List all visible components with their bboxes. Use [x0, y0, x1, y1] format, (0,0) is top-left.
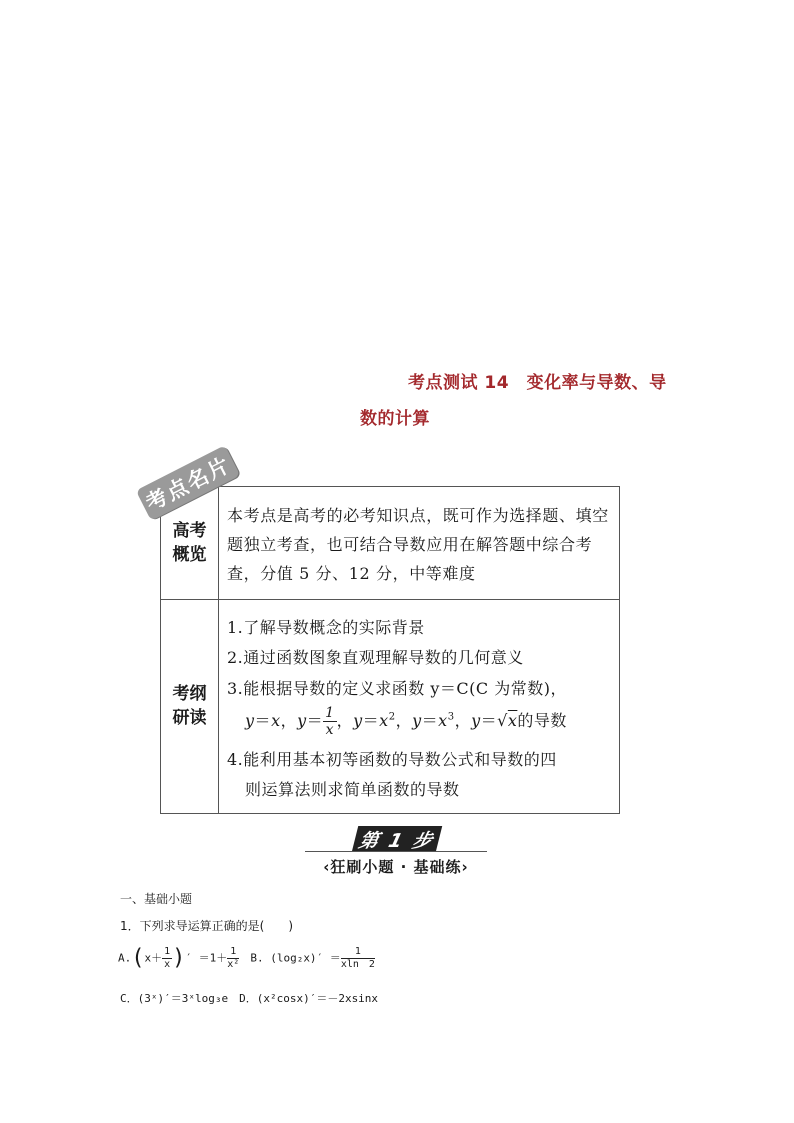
overview-row	[161, 487, 619, 600]
syllabus-item-3-tail: 的导数	[517, 711, 567, 730]
syllabus-item-3: 3.能根据导数的定义求函数 y＝C(C 为常数)，	[227, 679, 567, 698]
question-1: 1．下列求导运算正确的是( )	[120, 919, 293, 933]
step-badge: 第 1 步	[352, 826, 442, 852]
option-a-label: A.	[118, 951, 132, 965]
syllabus-item-1: 1.了解导数概念的实际背景	[227, 618, 425, 637]
overview-text: 本考点是高考的必考知识点，既可作为选择题、填空题独立考查，也可结合导数应用在解答题中综合考查，分值 5 分、12 分，中等难度	[227, 506, 609, 583]
step-subtitle: ‹狂刷小题 · 基础练›	[323, 858, 469, 876]
summary-table	[160, 486, 620, 814]
option-b-label: B.	[250, 951, 264, 965]
syllabus-item-4b: 则运算法则求简单函数的导数	[245, 780, 460, 799]
options-c-d: C．(3ˣ)′＝3ˣlog₃e D．(x²cosx)′＝－2xsinx	[120, 992, 379, 1005]
syllabus-item-2: 2.通过函数图象直观理解导数的几何意义	[227, 648, 524, 667]
syllabus-label-2: 研读	[172, 708, 207, 728]
title-line-1: 考点测试 14 变化率与导数、导	[408, 373, 667, 393]
section-heading: 一、基础小题	[120, 892, 193, 906]
syllabus-item-4a: 4.能利用基本初等函数的导数公式和导数的四	[227, 750, 557, 769]
syllabus-label	[161, 599, 219, 813]
options-a-b: A.(x＋ $\frac{1}{x}$ )′ ＝1＋ $\frac{1}{\text{x²}}$ B. (log₂x)′ ＝ $\frac{1}{xln 2}$	[118, 945, 375, 971]
card-stamp: 考点名片	[136, 445, 241, 521]
step-banner	[305, 826, 487, 878]
overview-label-1: 高考	[172, 521, 207, 541]
syllabus-item-3-formulas: y＝x，y＝ $\frac{1}{x}$ ，$y=x^2$，$y=x^3$，y＝√x的导数	[245, 705, 567, 738]
syllabus-label-1: 考纲	[172, 684, 207, 704]
step-divider	[305, 851, 487, 852]
overview-label-2: 概览	[172, 545, 207, 565]
fraction-1-over-x: $\frac{1}{x}$	[325, 705, 335, 738]
title-line-2: 数的计算	[360, 409, 430, 429]
syllabus-row	[161, 599, 619, 813]
